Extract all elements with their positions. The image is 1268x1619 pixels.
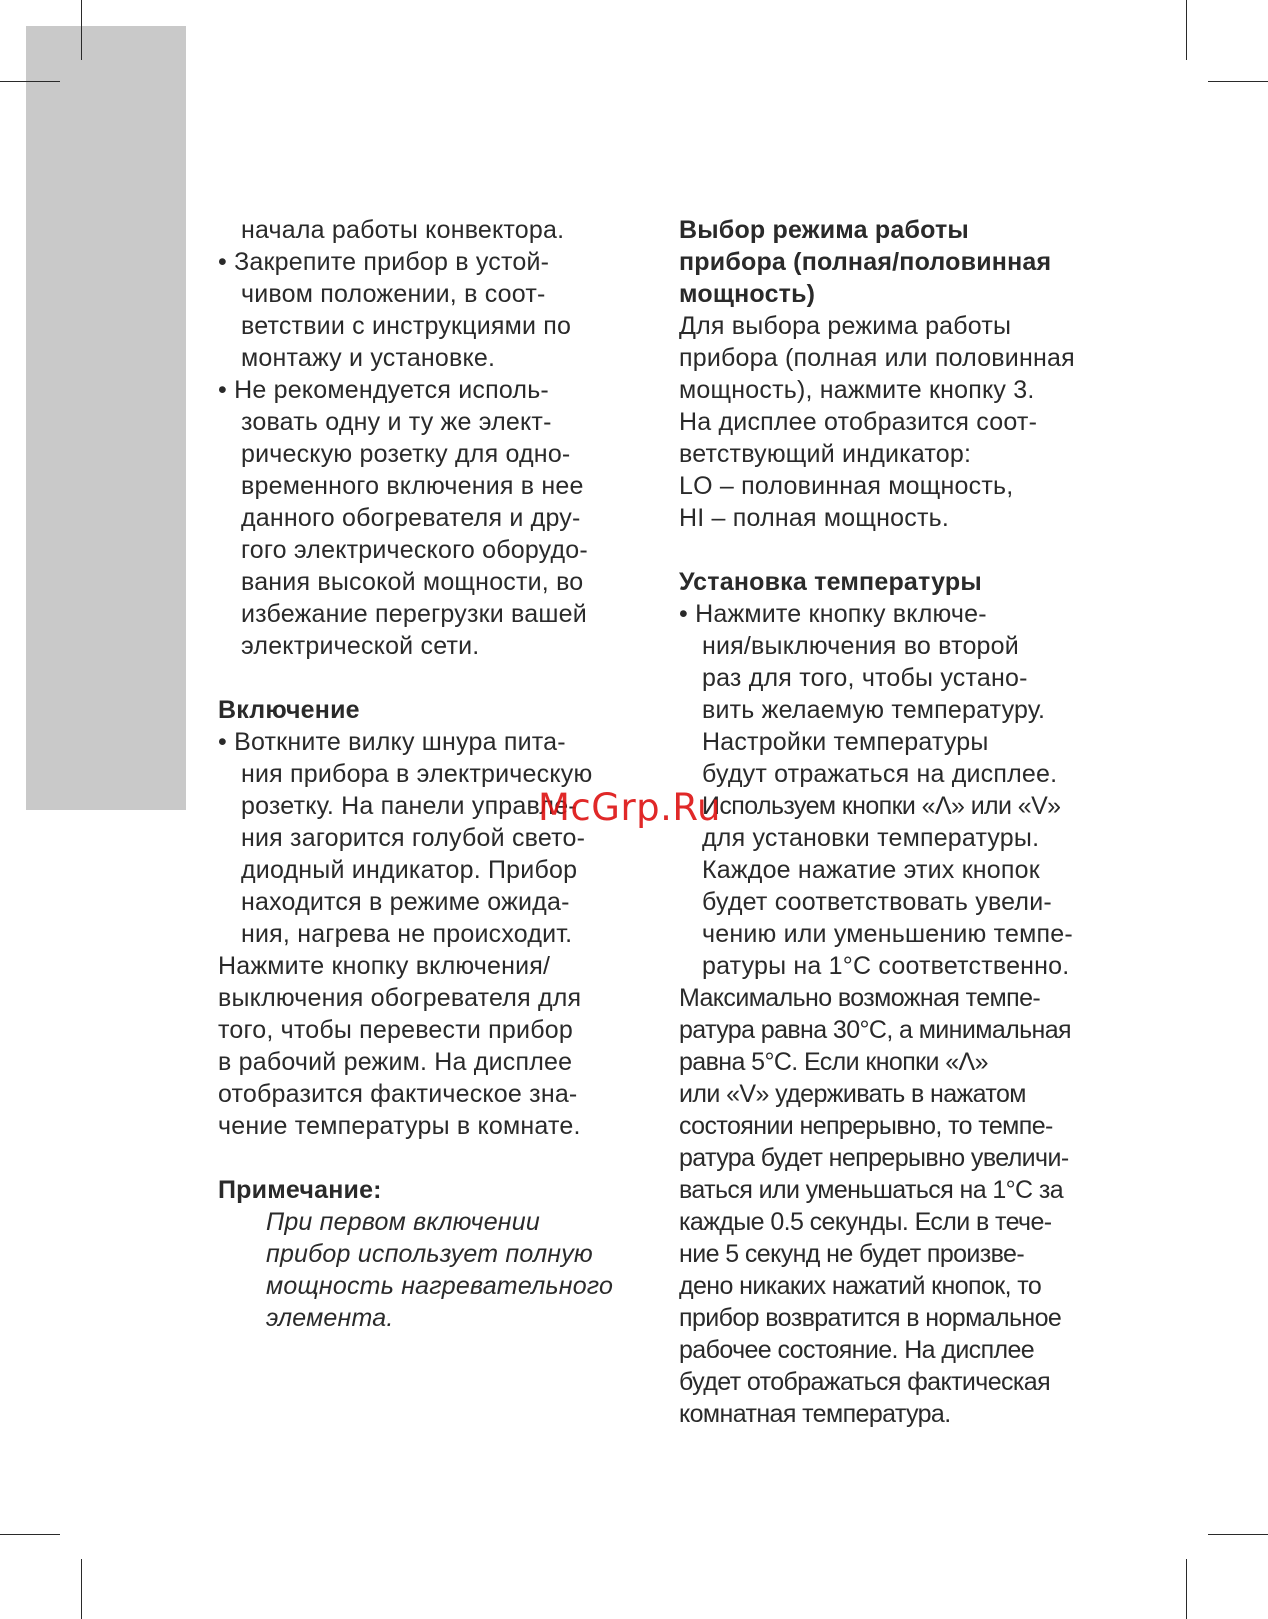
bullet-line: ния загорится голубой свето- <box>241 824 586 852</box>
paragraph-line: комнатная температура. <box>679 1400 951 1428</box>
bullet-line: будет соответствовать увели- <box>702 888 1052 916</box>
section-heading: Установка температуры <box>679 568 982 596</box>
crop-mark-bl-h <box>0 1534 60 1535</box>
bullet-line: Каждое нажатие этих кнопок <box>702 856 1040 884</box>
crop-mark-tl-h <box>0 81 60 82</box>
bullet-line: ния/выключения во второй <box>702 632 1019 660</box>
bullet-line: • Не рекомендуется исполь- <box>218 376 549 404</box>
note-line: прибор использует полную <box>266 1240 593 1268</box>
note-line: мощность нагревательного <box>266 1272 614 1300</box>
section-power-on <box>218 694 638 1142</box>
bullet-line: электрической сети. <box>241 632 480 660</box>
bullet-line: чивом положении, в соот- <box>241 280 546 308</box>
bullet-line: вания высокой мощности, во <box>241 568 584 596</box>
paragraph-line: в рабочий режим. На дисплее <box>218 1048 573 1076</box>
paragraph-line: ветствующий индикатор: <box>679 440 972 468</box>
paragraph-line: рабочее состояние. На дисплее <box>679 1336 1035 1364</box>
paragraph-line: ратура равна 30°С, а минимальная <box>679 1016 1071 1044</box>
crop-mark-tr-v <box>1186 0 1187 60</box>
bullet-line: избежание перегрузки вашей <box>241 600 587 628</box>
paragraph-line: На дисплее отобразится соот- <box>679 408 1038 436</box>
watermark: McGrp.Ru <box>538 786 721 829</box>
section-temperature <box>679 566 1099 1430</box>
note-line: При первом включении <box>266 1208 540 1236</box>
bullet-line: рическую розетку для одно- <box>241 440 571 468</box>
paragraph-line: Для выбора режима работы <box>679 312 1012 340</box>
crop-mark-br-h <box>1208 1534 1268 1535</box>
paragraph-line: HI – полная мощность. <box>679 504 949 532</box>
paragraph-line: Нажмите кнопку включения/ <box>218 952 551 980</box>
side-tab <box>26 26 186 810</box>
paragraph-line: ние 5 секунд не будет произве- <box>679 1240 1025 1268</box>
bullet-line: гого электрического оборудо- <box>241 536 588 564</box>
left-column <box>218 214 638 1334</box>
bullet-line: ния прибора в электрическую <box>241 760 593 788</box>
paragraph-line: мощность), нажмите кнопку 3. <box>679 376 1035 404</box>
bullet-line: ния, нагрева не происходит. <box>241 920 573 948</box>
intro-line: начала работы конвектора. <box>241 216 565 244</box>
bullet-line: розетку. На панели управле- <box>241 792 577 820</box>
bullet-line: зовать одну и ту же элект- <box>241 408 552 436</box>
section-mode <box>679 214 1099 534</box>
bullet-line: будут отражаться на дисплее. <box>702 760 1058 788</box>
paragraph-line: или «V» удерживать в нажатом <box>679 1080 1026 1108</box>
paragraph-line: выключения обогревателя для <box>218 984 582 1012</box>
bullet-line: ветствии с инструкциями по <box>241 312 572 340</box>
note-heading: Примечание: <box>218 1176 382 1204</box>
bullet-line: находится в режиме ожида- <box>241 888 570 916</box>
bullet-line: • Нажмите кнопку включе- <box>679 600 987 628</box>
note-line: элемента. <box>266 1304 394 1332</box>
bullet-line: Настройки температуры <box>702 728 989 756</box>
section-heading: Выбор режима работы <box>679 216 969 244</box>
paragraph-line: Максимально возможная темпе- <box>679 984 1041 1012</box>
section-note <box>218 1174 638 1334</box>
paragraph-line: LO – половинная мощность, <box>679 472 1014 500</box>
paragraph-line: каждые 0.5 секунды. Если в тече- <box>679 1208 1052 1236</box>
crop-mark-tr-h <box>1208 81 1268 82</box>
bullet-line: данного обогревателя и дру- <box>241 504 581 532</box>
section-heading: Включение <box>218 696 360 724</box>
paragraph-line: дено никаких нажатий кнопок, то <box>679 1272 1042 1300</box>
bullet-line: раз для того, чтобы устано- <box>702 664 1028 692</box>
paragraph-line: ратура будет непрерывно увеличи- <box>679 1144 1069 1172</box>
bullet-line: ратуры на 1°С соответственно. <box>702 952 1070 980</box>
bullet-line: чению или уменьшению темпе- <box>702 920 1073 948</box>
section-heading: мощность) <box>679 280 816 308</box>
crop-mark-bl-v <box>81 1559 82 1619</box>
paragraph-line: ваться или уменьшаться на 1°С за <box>679 1176 1064 1204</box>
paragraph-line: прибора (полная или половинная <box>679 344 1075 372</box>
paragraph-line: равна 5°С. Если кнопки «Λ» <box>679 1048 988 1076</box>
paragraph-line: прибор возвратится в нормальное <box>679 1304 1062 1332</box>
bullet-line: для установки температуры. <box>702 824 1040 852</box>
paragraph-line: отобразится фактическое зна- <box>218 1080 578 1108</box>
paragraph-line: будет отображаться фактическая <box>679 1368 1051 1396</box>
bullet-line: монтажу и установке. <box>241 344 496 372</box>
bullet-line: вить желаемую температуру. <box>702 696 1046 724</box>
bullet-fixing <box>218 246 638 374</box>
bullet-socket <box>218 374 638 662</box>
bullet-line: Используем кнопки «Λ» или «V» <box>702 792 1061 820</box>
bullet-line: диодный индикатор. Прибор <box>241 856 578 884</box>
section-heading: прибора (полная/половинная <box>679 248 1052 276</box>
bullet-line: • Воткните вилку шнура пита- <box>218 728 566 756</box>
crop-mark-br-v <box>1186 1559 1187 1619</box>
crop-mark-tl-v <box>81 0 82 60</box>
bullet-line: временного включения в нее <box>241 472 584 500</box>
paragraph-line: состоянии непрерывно, то темпе- <box>679 1112 1053 1140</box>
right-column <box>679 214 1099 1430</box>
bullet-line: • Закрепите прибор в устой- <box>218 248 550 276</box>
paragraph-line: чение температуры в комнате. <box>218 1112 581 1140</box>
paragraph-line: того, чтобы перевести прибор <box>218 1016 573 1044</box>
